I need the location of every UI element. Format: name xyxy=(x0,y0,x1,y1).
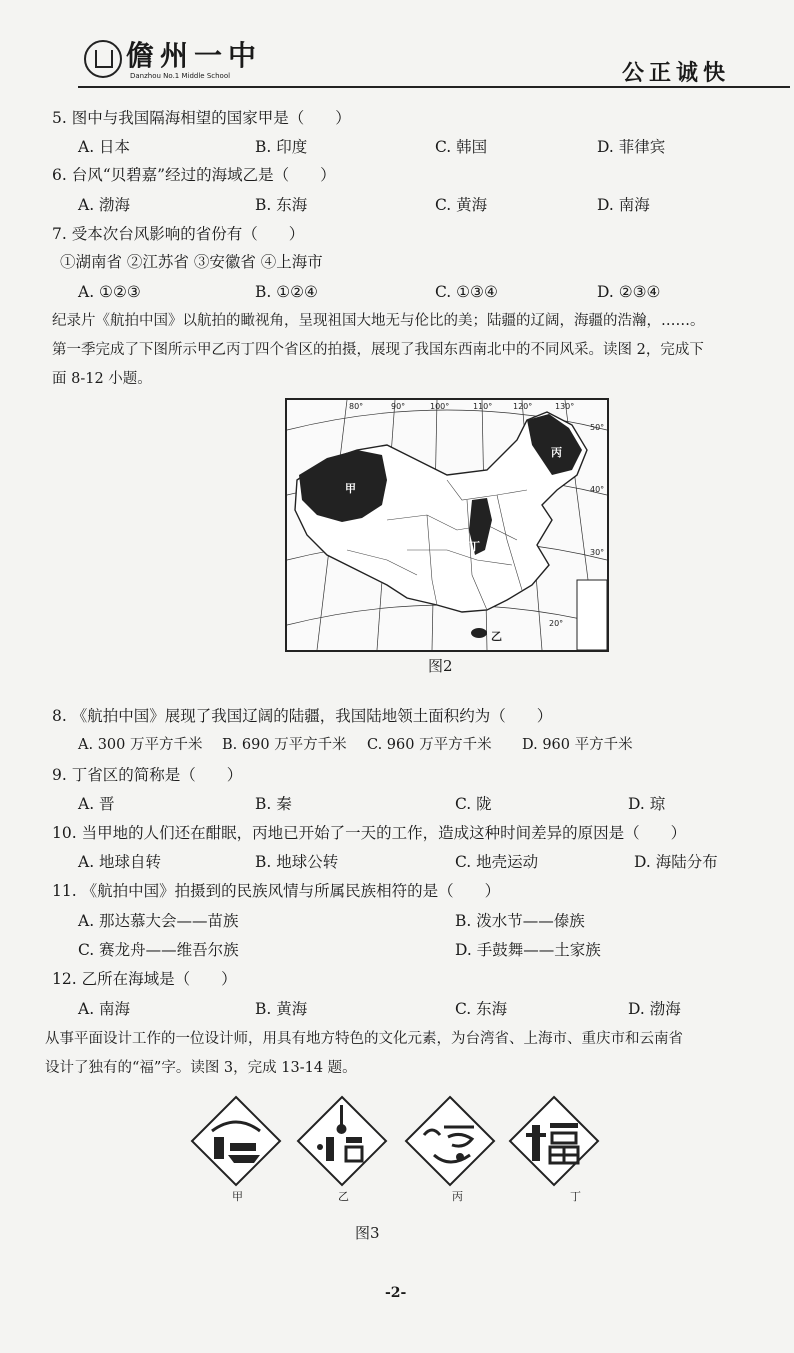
q12-stem: 12. 乙所在海域是（ ） xyxy=(52,970,237,988)
q10-stem: 10. 当甲地的人们还在酣眠，丙地已开始了一天的工作，造成这种时间差异的原因是（ ） xyxy=(52,824,687,842)
fu-tile-yunnan-icon xyxy=(508,1095,600,1187)
q10-option-c: C. 地壳运动 xyxy=(455,853,539,871)
school-logo-icon xyxy=(84,40,122,78)
school-name: 儋州一中 xyxy=(126,39,263,72)
q11-option-a: A. 那达慕大会——苗族 xyxy=(78,912,239,930)
q6-option-b: B. 东海 xyxy=(255,196,308,214)
lon-label-110: 110° xyxy=(473,402,493,411)
q7-option-c: C. ①③④ xyxy=(435,283,498,301)
q11-option-b: B. 泼水节——傣族 xyxy=(455,912,585,930)
q6-option-c: C. 黄海 xyxy=(435,196,488,214)
q10-option-d: D. 海陆分布 xyxy=(634,853,718,871)
q7-stem: 7. 受本次台风影响的省份有（ ） xyxy=(52,225,305,243)
school-motto: 公正诚快 xyxy=(621,60,730,86)
china-map-figure xyxy=(285,398,609,652)
q9-option-c: C. 陇 xyxy=(455,795,492,813)
region-label-jia: 甲 xyxy=(345,482,356,495)
q11-option-d: D. 手鼓舞——土家族 xyxy=(455,941,601,959)
fig3-label-ding: 丁 xyxy=(570,1190,581,1203)
south-china-sea-inset xyxy=(577,580,607,650)
region-label-yi: 乙 xyxy=(491,630,502,643)
intro1-line3: 面 8-12 小题。 xyxy=(52,371,152,387)
q6-option-d: D. 南海 xyxy=(597,196,650,214)
intro1-line1: 纪录片《航拍中国》以航拍的瞰视角，呈现祖国大地无与伦比的美；陆疆的辽阔，海疆的浩瀚，……。 xyxy=(52,313,705,329)
fu-character-figure xyxy=(190,1095,610,1195)
q5-option-a: A. 日本 xyxy=(78,138,131,156)
lon-label-130: 130° xyxy=(555,402,575,411)
q7-option-b: B. ①②④ xyxy=(255,283,318,301)
q11-option-c: C. 赛龙舟——维吾尔族 xyxy=(78,941,239,959)
header-divider xyxy=(78,86,790,88)
region-yi xyxy=(471,628,487,638)
lon-label-100: 100° xyxy=(430,402,450,411)
intro2-line1: 从事平面设计工作的一位设计师，用具有地方特色的文化元素，为台湾省、上海市、重庆市和云南省 xyxy=(45,1031,683,1047)
q8-option-a: A. 300 万平方千米 xyxy=(78,737,203,753)
q9-stem: 9. 丁省区的简称是（ ） xyxy=(52,766,243,784)
fig3-label-yi: 乙 xyxy=(338,1190,349,1203)
q6-option-a: A. 渤海 xyxy=(78,196,131,214)
lat-label-30: 30° xyxy=(590,548,605,557)
lon-label-80: 80° xyxy=(349,402,364,411)
page-header xyxy=(60,30,750,90)
q7-list: ①湖南省 ②江苏省 ③安徽省 ④上海市 xyxy=(60,253,323,271)
figure3-caption: 图3 xyxy=(355,1224,380,1242)
region-label-bing: 丙 xyxy=(551,446,562,459)
q12-option-b: B. 黄海 xyxy=(255,1000,308,1018)
figure2-caption: 图2 xyxy=(428,657,453,675)
fig3-label-jia: 甲 xyxy=(232,1190,243,1203)
q5-option-d: D. 菲律宾 xyxy=(597,138,666,156)
q10-option-b: B. 地球公转 xyxy=(255,853,339,871)
lat-label-50: 50° xyxy=(590,423,605,432)
q12-option-a: A. 南海 xyxy=(78,1000,131,1018)
q9-option-d: D. 琼 xyxy=(628,795,666,813)
q9-option-a: A. 晋 xyxy=(78,795,115,813)
lon-label-120: 120° xyxy=(513,402,533,411)
q8-option-b: B. 690 万平方千米 xyxy=(222,737,347,753)
region-label-ding: 丁 xyxy=(469,540,480,553)
china-map-svg xyxy=(287,400,607,650)
q8-option-c: C. 960 万平方千米 xyxy=(367,737,492,753)
q10-option-a: A. 地球自转 xyxy=(78,853,162,871)
q12-option-c: C. 东海 xyxy=(455,1000,508,1018)
intro2-line2: 设计了独有的“福”字。读图 3，完成 13-14 题。 xyxy=(45,1060,357,1076)
fu-tile-chongqing-icon xyxy=(404,1095,496,1187)
q11-stem: 11. 《航拍中国》拍摄到的民族风情与所属民族相符的是（ ） xyxy=(52,882,501,900)
q12-option-d: D. 渤海 xyxy=(628,1000,681,1018)
page-number: -2- xyxy=(385,1285,407,1301)
q6-stem: 6. 台风“贝碧嘉”经过的海域乙是（ ） xyxy=(52,166,336,184)
fu-tile-taiwan-icon xyxy=(190,1095,282,1187)
q7-option-d: D. ②③④ xyxy=(597,283,661,301)
lon-label-90: 90° xyxy=(391,402,406,411)
school-english-name: Danzhou No.1 Middle School xyxy=(130,72,231,80)
q5-option-b: B. 印度 xyxy=(255,138,308,156)
q8-option-d: D. 960 平方千米 xyxy=(522,737,633,753)
q5-stem: 5. 图中与我国隔海相望的国家甲是（ ） xyxy=(52,109,351,127)
q8-stem: 8. 《航拍中国》展现了我国辽阔的陆疆，我国陆地领土面积约为（ ） xyxy=(52,707,553,725)
lat-label-40: 40° xyxy=(590,485,605,494)
q7-option-a: A. ①②③ xyxy=(78,283,141,301)
q9-option-b: B. 秦 xyxy=(255,795,292,813)
lat-label-20: 20° xyxy=(549,619,564,628)
fig3-label-bing: 丙 xyxy=(452,1190,463,1203)
fu-tile-shanghai-icon xyxy=(296,1095,388,1187)
intro1-line2: 第一季完成了下图所示甲乙丙丁四个省区的拍摄，展现了我国东西南北中的不同风采。读图 2，完成下 xyxy=(52,342,704,358)
q5-option-c: C. 韩国 xyxy=(435,138,488,156)
